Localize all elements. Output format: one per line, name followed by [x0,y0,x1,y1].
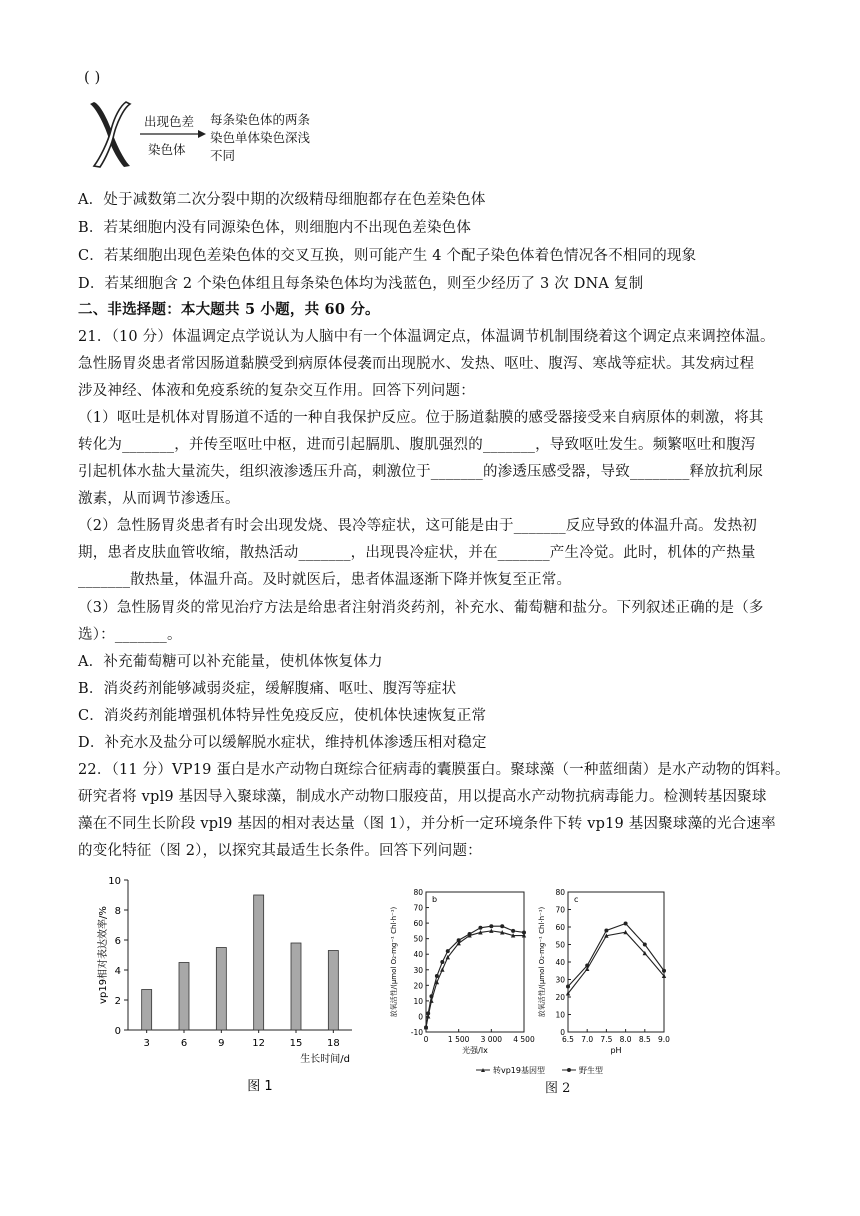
chromosome-icon [86,100,136,168]
q21-line: 涉及神经、体液和免疫系统的复杂交互作用。回答下列问题： [78,383,475,399]
x-tick-label: 6 [180,1038,188,1049]
q22-line: 22．（11 分）VP19 蛋白是水产动物白斑综合征病毒的囊膜蛋白。聚球藻（一种蓝细菌）是水产动物的饵料。 [78,762,790,778]
y-tick-label: 10 [555,1010,565,1020]
answer-bracket: ( ) [84,70,101,86]
y-tick-label: 80 [413,888,423,897]
q21-option-c: C．消炎药剂能增强机体特异性免疫反应，使机体快速恢复正常 [78,708,487,724]
arrow-bottom-label: 染色体 [148,142,186,157]
x-tick-label: 7.0 [581,1035,594,1044]
diagram-result-line-1: 每条染色体的两条 [210,112,311,127]
x-tick-label: 0 [423,1035,429,1044]
legend-label: 转vp19基因型 [493,1066,545,1075]
q21-line: （3）急性肠胃炎的常见治疗方法是给患者注射消炎药剂，补充水、葡萄糖和盐分。下列叙述正确的是（多 [78,600,764,616]
series-line [426,926,524,1027]
q21-line: 引起机体水盐大量流失，组织液渗透压升高，刺激位于_______的渗透压感受器，导致________释放抗利尿 [78,464,764,480]
data-point [604,929,608,933]
bar [291,943,301,1030]
y-tick-label: 0 [114,1026,121,1037]
figure-2-caption: 图 2 [545,1081,571,1096]
data-point [585,964,589,968]
x-tick-label: 9 [218,1038,225,1049]
q20-option-b: B．若某细胞内没有同源染色体，则细胞内不出现色差染色体 [78,220,472,236]
diagram-result-line-2: 染色单体染色深浅 [210,130,311,145]
y-tick-label: 8 [114,906,121,917]
data-point [662,969,666,973]
x-tick-label: 18 [326,1038,340,1049]
figure-2-line-charts [384,870,684,1100]
diagram-result-line-3: 不同 [210,148,236,163]
y-tick-label: 40 [413,950,423,960]
x-tick-label: 3 000 [480,1035,503,1044]
x-tick-label: 8.5 [638,1035,651,1044]
bar [142,990,152,1031]
q21-line: 转化为_______，并传至呕吐中枢，进而引起膈肌、腹肌强烈的_______，导致呕吐发生。频繁呕吐和腹泻 [78,437,756,453]
data-point [500,924,504,928]
x-tick-label: 7.5 [600,1035,613,1044]
q21-option-a: A．补充葡萄糖可以补充能量，使机体恢复体力 [78,654,383,670]
data-point [643,943,647,947]
y-axis-label: 放氧活性/(μmol O₂·mg⁻¹ Chl·h⁻¹) [390,906,398,1018]
data-point [429,994,433,998]
y-tick-label: 70 [413,903,423,913]
data-point [426,1011,430,1015]
legend-label: 野生型 [579,1066,603,1075]
q22-line: 藻在不同生长阶段 vpl9 基因的相对表达量（图 1），并分析一定环境条件下转 vp19 基因聚球藻的光合速率 [78,816,776,832]
y-tick-label: 50 [413,934,423,944]
data-point [566,985,570,989]
data-point [468,932,472,936]
legend-marker [567,1068,571,1072]
q21-line: 急性肠胃炎患者常因肠道黏膜受到病原体侵袭而出现脱水、发热、呕吐、腹泻、寒战等症状。其发病过程 [78,356,755,372]
y-tick-label: 6 [114,936,121,947]
x-tick-label: 8.0 [619,1035,632,1044]
y-tick-label: 20 [413,981,423,991]
arrow-top-label: 出现色差 [144,114,195,129]
y-tick-label: 4 [114,966,121,977]
x-tick-label: 3 [143,1038,150,1049]
x-tick-label: 9.0 [658,1035,670,1044]
x-tick-label: 12 [252,1038,266,1049]
q21-line: _______散热量，体温升高。及时就医后，患者体温逐渐下降并恢复至正常。 [78,572,572,588]
q22-line: 研究者将 vpl9 基因导入聚球藻，制成水产动物口服疫苗，用以提高水产动物抗病毒能力。检测转基因聚球 [78,789,767,805]
figure-1-bar-chart [90,870,370,1100]
series-line [426,931,524,1027]
data-point [446,949,450,953]
y-tick-label: 0 [418,1012,423,1022]
section-heading: 二、非选择题：本大题共 5 小题，共 60 分。 [78,301,380,318]
bar [216,948,226,1031]
data-point [435,974,439,978]
bar [328,951,338,1031]
x-axis-label: pH [610,1046,622,1055]
chromosome-diagram [86,100,386,170]
q21-line: 选）：_______。 [78,627,182,643]
data-point [522,930,526,934]
data-point [624,922,628,926]
x-tick-label: 1 500 [447,1035,470,1044]
series-line [568,924,664,987]
q20-option-a: A．处于减数第二次分裂中期的次级精母细胞都存在色差染色体 [78,192,486,208]
q20-option-d: D．若某细胞含 2 个染色体组且每条染色体均为浅蓝色，则至少经历了 3 次 DNA 复制 [78,276,644,292]
data-point [511,929,515,933]
x-tick-label: 15 [289,1038,303,1049]
y-tick-label: 70 [555,905,565,915]
data-point [424,1025,428,1029]
y-tick-label: 50 [555,940,565,950]
y-tick-label: 30 [413,965,423,975]
data-point [457,938,461,942]
y-axis-label: 放氧活性/(μmol O₂·mg⁻¹ Chl·h⁻¹) [538,906,546,1018]
y-tick-label: 2 [114,996,121,1007]
q22-line: 的变化特征（图 2），以探究其最适生长条件。回答下列问题： [78,843,482,859]
data-point [489,924,493,928]
data-point [440,967,444,971]
x-tick-label: 6.5 [562,1035,574,1044]
data-point [478,926,482,930]
bar [254,895,264,1030]
y-tick-label: 10 [413,996,423,1006]
q21-line: （2）急性肠胃炎患者有时会出现发烧、畏冷等症状，这可能是由于_______反应导致的体温升高。发热初 [78,518,757,534]
figure-1-caption: 图 1 [247,1079,273,1094]
y-tick-label: 0 [560,1028,565,1037]
series-line [568,932,664,993]
y-tick-label: 60 [413,919,423,929]
q21-line: 激素，从而调节渗透压。 [78,491,240,507]
q21-option-b: B．消炎药剂能够减弱炎症，缓解腹痛、呕吐、腹泻等症状 [78,681,457,697]
x-tick-label: 4 500 [513,1035,535,1044]
panel-label: b [432,895,438,904]
panel-label: c [574,895,579,904]
y-tick-label: 40 [555,958,565,967]
q21-option-d: D．补充水及盐分可以缓解脱水症状，维持机体渗透压相对稳定 [78,735,487,751]
plot-frame [568,892,664,1032]
q21-line: 21．（10 分）体温调定点学说认为人脑中有一个体温调定点，体温调节机制围绕着这个调定点来调控体温。 [78,329,775,345]
q20-option-c: C．若某细胞出现色差染色体的交叉互换，则可能产生 4 个配子染色体着色情况各不相同的现象 [78,248,697,264]
bar [179,963,189,1031]
y-tick-label: 60 [555,923,565,932]
y-axis-label: vp19相对表达效率/% [98,906,109,1004]
x-axis-label: 光强/lx [462,1046,488,1055]
q21-line: （1）呕吐是机体对胃肠道不适的一种自我保护反应。位于肠道黏膜的感受器接受来自病原体的刺激，将其 [78,410,764,426]
data-point [440,960,444,964]
y-tick-label: 80 [555,888,565,897]
x-axis-label: 生长时间/d [300,1054,350,1065]
arrow-icon [140,129,206,139]
q21-line: 期，患者皮肤血管收缩，散热活动_______，出现畏冷症状，并在_______产生冷觉。此时，机体的产热量 [78,545,756,561]
y-tick-label: -10 [410,1028,423,1037]
y-tick-label: 10 [108,876,121,887]
y-tick-label: 30 [555,975,565,985]
y-tick-label: 20 [555,993,565,1002]
